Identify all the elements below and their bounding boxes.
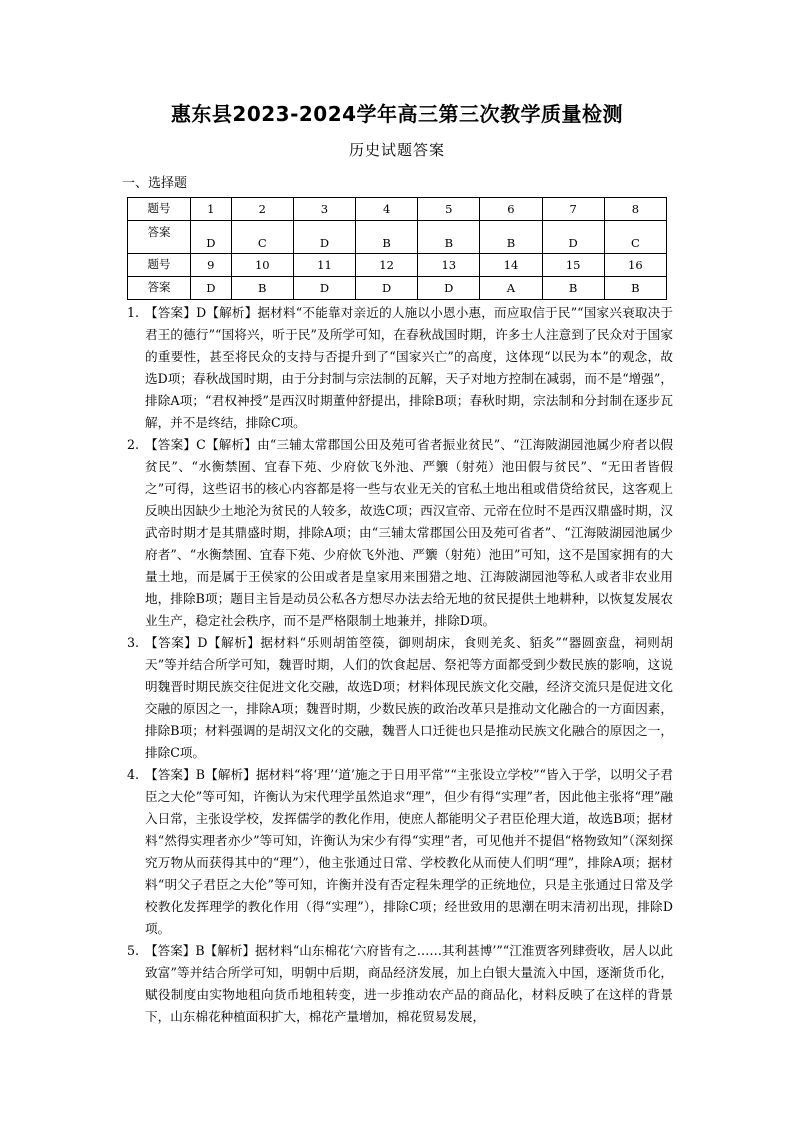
item-number: 4. — [127, 767, 140, 782]
answer-cell: D — [191, 221, 232, 254]
question-number: 16 — [604, 254, 666, 277]
question-number: 15 — [542, 254, 604, 277]
question-number: 2 — [231, 198, 293, 221]
table-row — [128, 277, 667, 300]
question-number: 7 — [542, 198, 604, 221]
table-row — [128, 221, 667, 254]
table-row — [128, 254, 667, 277]
item-number: 5. — [127, 943, 140, 958]
answer-label: 答案 — [128, 277, 191, 300]
question-number: 4 — [356, 198, 418, 221]
question-number: 14 — [480, 254, 542, 277]
item-text: 【答案】D【解析】据材料“乐则胡笛箜篌，御则胡床，食则羌炙、貊炙”“器圆蛮盘，祠则胡天”等并结合所学可知，魏晋时期，人们的饮食起居、祭祀等方面都受到少数民族的影响，这说明魏晋时期民族交往促进文化交融，故选D项；材料体现民族文化交融，经济交流只是促进文化交融的原因之一，排除A项；魏晋时期，少数民族的政治改革只是推动文化融合的一方面因素，排除B项；材料强调的是胡汉文化的交融，魏晋人口迁徙也只是推动民族文化融合的原因之一，排除C项。 — [145, 635, 673, 760]
answer-table — [127, 197, 667, 300]
list-item — [127, 632, 673, 764]
item-text: 【答案】D【解析】据材料“不能靠对亲近的人施以小恩小惠，而应取信于民”“国家兴衰取决于君王的德行”“国将兴，听于民”及所学可知，在春秋战国时期，许多士人注意到了民众对于国家的重要性，甚至将民众的支持与否提升到了“国家兴亡”的高度，这体现“以民为本”的观念，故选D项；春秋战国时期，由于分封制与宗法制的瓦解，天子对地方控制在减弱，而不是“增强”，排除A项；“君权神授”是西汉时期董仲舒提出，排除B项；春秋时期，宗法制和分封制在逐步瓦解，并不是终结，排除C项。 — [145, 305, 673, 430]
answer-cell: B — [604, 277, 666, 300]
question-number: 6 — [480, 198, 542, 221]
list-item — [127, 764, 673, 940]
question-number: 1 — [191, 198, 232, 221]
question-number: 8 — [604, 198, 666, 221]
item-number: 2. — [127, 437, 140, 452]
answer-cell: D — [418, 277, 480, 300]
answer-cell: C — [231, 221, 293, 254]
list-item — [127, 302, 673, 434]
question-number: 5 — [418, 198, 480, 221]
list-item — [127, 940, 673, 1028]
section-heading: 一、选择题 — [122, 176, 188, 191]
question-number: 3 — [293, 198, 355, 221]
answer-cell: B — [418, 221, 480, 254]
answer-cell: D — [542, 221, 604, 254]
item-text: 【答案】B【解析】据材料“将‘理’‘道’施之于日用平常”“主张设立学校”“皆入于学，以明父子君臣之大伦”等可知，许衡认为宋代理学虽然追求“理”，但少有得“实理”者，因此他主张将“理”融入日常，主张设学校，发挥儒学的教化作用，使庶人都能明父子君臣伦理大道，故选B项；据材料“然得实理者亦少”等可知，许衡认为宋少有得“实理”者，可见他并不提倡“格物致知”（深刻探究万物从而获得其中的“理”），他主张通过日常、学校教化从而使人们明“理”，排除A项；据材料“明父子君臣之大伦”等可知，许衡并没有否定程朱理学的正统地位，只是主张通过日常及学校教化发挥理学的教化作用（得“实理”），排除C项；经世致用的思潮在明末清初出现，排除D项。 — [145, 767, 673, 936]
answer-cell: D — [191, 277, 232, 300]
page-subtitle: 历史试题答案 — [348, 141, 445, 159]
item-number: 1. — [127, 305, 140, 320]
answer-label: 答案 — [128, 221, 191, 254]
question-number: 13 — [418, 254, 480, 277]
explanation-list — [127, 302, 673, 1028]
question-number: 9 — [191, 254, 232, 277]
answer-cell: D — [356, 277, 418, 300]
answer-cell: B — [480, 221, 542, 254]
question-number: 10 — [231, 254, 293, 277]
list-item — [127, 434, 673, 632]
question-number: 12 — [356, 254, 418, 277]
answer-cell: D — [293, 277, 355, 300]
answer-cell: B — [356, 221, 418, 254]
answer-cell: C — [604, 221, 666, 254]
question-label: 题号 — [128, 198, 191, 221]
item-text: 【答案】C【解析】由“三辅太常郡国公田及苑可省者振业贫民”、“江海陂湖园池属少府者以假贫民”、“水衡禁囿、宜春下苑、少府佽飞外池、严籞（射苑）池田假与贫民”、“无田者皆假之”可得，这些诏书的核心内容都是将一些与农业无关的官私土地出租或借贷给贫民，这客观上反映出因缺少土地沦为贫民的人较多，故选C项；西汉宣帝、元帝在位时不是西汉鼎盛时期，汉武帝时期才是其鼎盛时期，排除A项；由“三辅太常郡国公田及苑可省者”、“江海陂湖园池属少府者”、“水衡禁囿、宜春下苑、少府佽飞外池、严籞（射苑）池田”可知，这不是国家拥有的大量土地，而是属于王侯家的公田或者是皇家用来围猎之地、江海陂湖园池等私人或者非农业用地，排除B项；题目主旨是动员公私各方想尽办法去给无地的贫民提供土地耕种，以恢复发展农业生产，稳定社会秩序，而不是严格限制土地兼并，排除D项。 — [145, 437, 673, 628]
answer-cell: A — [480, 277, 542, 300]
answer-cell: D — [293, 221, 355, 254]
table-row — [128, 198, 667, 221]
page-title: 惠东县2023-2024学年高三第三次教学质量检测 — [170, 102, 624, 126]
answer-cell: B — [542, 277, 604, 300]
question-number: 11 — [293, 254, 355, 277]
item-text: 【答案】B【解析】据材料“山东棉花‘六府皆有之……其利甚博’”“江淮贾客列肆赍收，居人以此致富”等并结合所学可知，明朝中后期，商品经济发展，加上白银大量流入中国，逐渐货币化，赋役制度由实物地租向货币地租转变，进一步推动农产品的商品化，材料反映了在这样的背景下，山东棉花种植面积扩大，棉花产量增加，棉花贸易发展， — [145, 943, 673, 1024]
answer-cell: B — [231, 277, 293, 300]
question-label: 题号 — [128, 254, 191, 277]
item-number: 3. — [127, 635, 140, 650]
